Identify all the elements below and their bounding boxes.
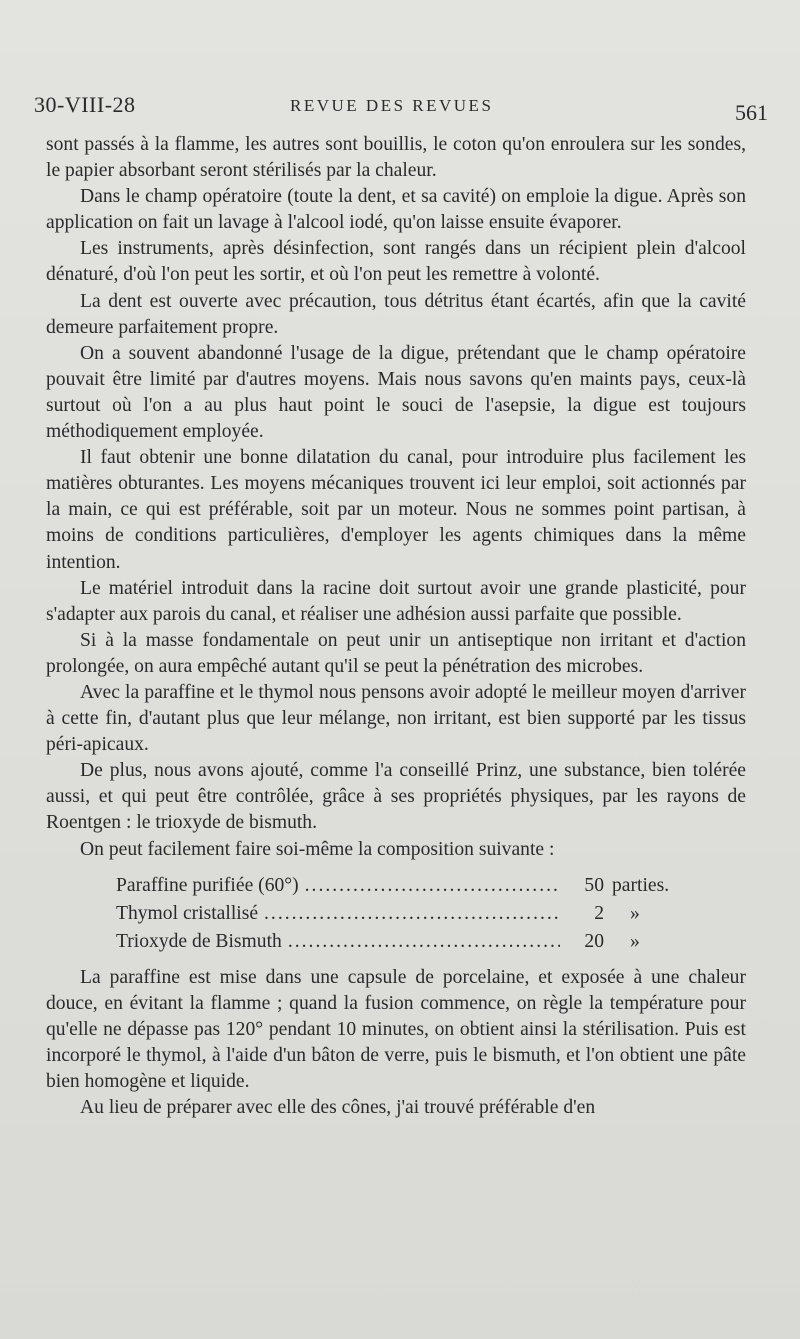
ingredient-name: Thymol cristallisé [116,902,259,924]
ingredient-quantity: 2 [594,902,604,924]
dot-leader [288,929,560,955]
recipe-table [116,873,676,957]
running-header [28,92,770,125]
page-number: 561 [735,100,768,125]
paragraph: Le matériel introduit dans la racine doit surtout avoir une grande plasticité, pour s'adapter aux parois du canal, et réaliser une adhésion aussi parfaite que possible. [46,577,746,625]
ingredient-quantity: 50 [584,874,604,896]
ingredient-unit: » [630,902,640,924]
paragraph: Les instruments, après désinfection, sont rangés dans un récipient plein d'alcool dénaturé, d'où l'on peut les sortir, et où l'on peut les remettre à volonté. [46,238,746,286]
ingredient-name: Paraffine purifiée (60°) [116,874,299,896]
paragraph: La dent est ouverte avec précaution, tous détritus étant écartés, afin que la cavité demeure parfaitement propre. [46,290,746,338]
paragraph: Avec la paraffine et le thymol nous pensons avoir adopté le meilleur moyen d'arriver à cette fin, d'autant plus que leur mélange, non irritant, est bien supporté par les tissus péri-apicaux. [46,681,746,756]
dot-leader [264,901,560,927]
dot-leader [305,873,560,899]
header-journal-title: REVUE DES REVUES [290,96,494,115]
paragraph: sont passés à la flamme, les autres sont bouillis, le coton qu'on enroulera sur les sondes, le papier absorbant seront stérilisés par la chaleur. [46,134,746,182]
paragraph: On a souvent abandonné l'usage de la digue, prétendant que le champ opératoire pouvait être limité par d'autres moyens. Mais nous savons qu'en maints pays, ceux-là surtout où l'on a au plus haut point le souci de l'asepsie, la digue est toujours méthodiquement employée. [46,342,746,443]
ingredient-quantity: 20 [584,930,604,952]
recipe-row [116,873,676,901]
paragraph: On peut facilement faire soi-même la composition suivante : [80,838,555,860]
ingredient-unit: parties. [612,874,670,896]
paragraph: Dans le champ opératoire (toute la dent, et sa cavité) on emploie la digue. Après son application on fait un lavage à l'alcool iodé, qu'on laisse ensuite évaporer. [46,186,746,234]
recipe-row [116,929,676,957]
paragraph: Si à la masse fondamentale on peut unir un antiseptique non irritant et d'action prolongée, on aura empêché autant qu'il se peut la pénétration des microbes. [46,629,746,677]
ingredient-name: Trioxyde de Bismuth [116,930,282,952]
paragraph: La paraffine est mise dans une capsule de porcelaine, et exposée à une chaleur douce, en évitant la flamme ; quand la fusion commence, on règle la température pour qu'elle ne dépasse pas 120° pendant 10 minutes, on obtient ainsi la stérilisation. Puis est incorporé le thymol, à l'aide d'un bâton de verre, puis le bismuth, et l'on obtient une pâte bien homogène et liquide. [46,966,746,1092]
ingredient-unit: » [630,930,640,952]
header-date: 30-VIII-28 [34,92,136,117]
recipe-row [116,901,676,929]
paragraph: Au lieu de préparer avec elle des cônes, j'ai trouvé préférable d'en [80,1097,596,1119]
paragraph: Il faut obtenir une bonne dilatation du canal, pour introduire plus facilement les matières obturantes. Les moyens mécaniques trouvent ici leur emploi, soit actionnés par la main, ce qui est préférable, soit par un moteur. Nous ne sommes point partisan, à moins de conditions particulières, d'employer les agents chimiques dans la même intention. [46,447,746,573]
paragraph: De plus, nous avons ajouté, comme l'a conseillé Prinz, une substance, bien tolérée aussi, et qui peut être contrôlée, grâce à ses propriétés physiques, par les rayons de Roentgen : le trioxyde de bismuth. [46,760,746,834]
article-body [46,132,746,1121]
